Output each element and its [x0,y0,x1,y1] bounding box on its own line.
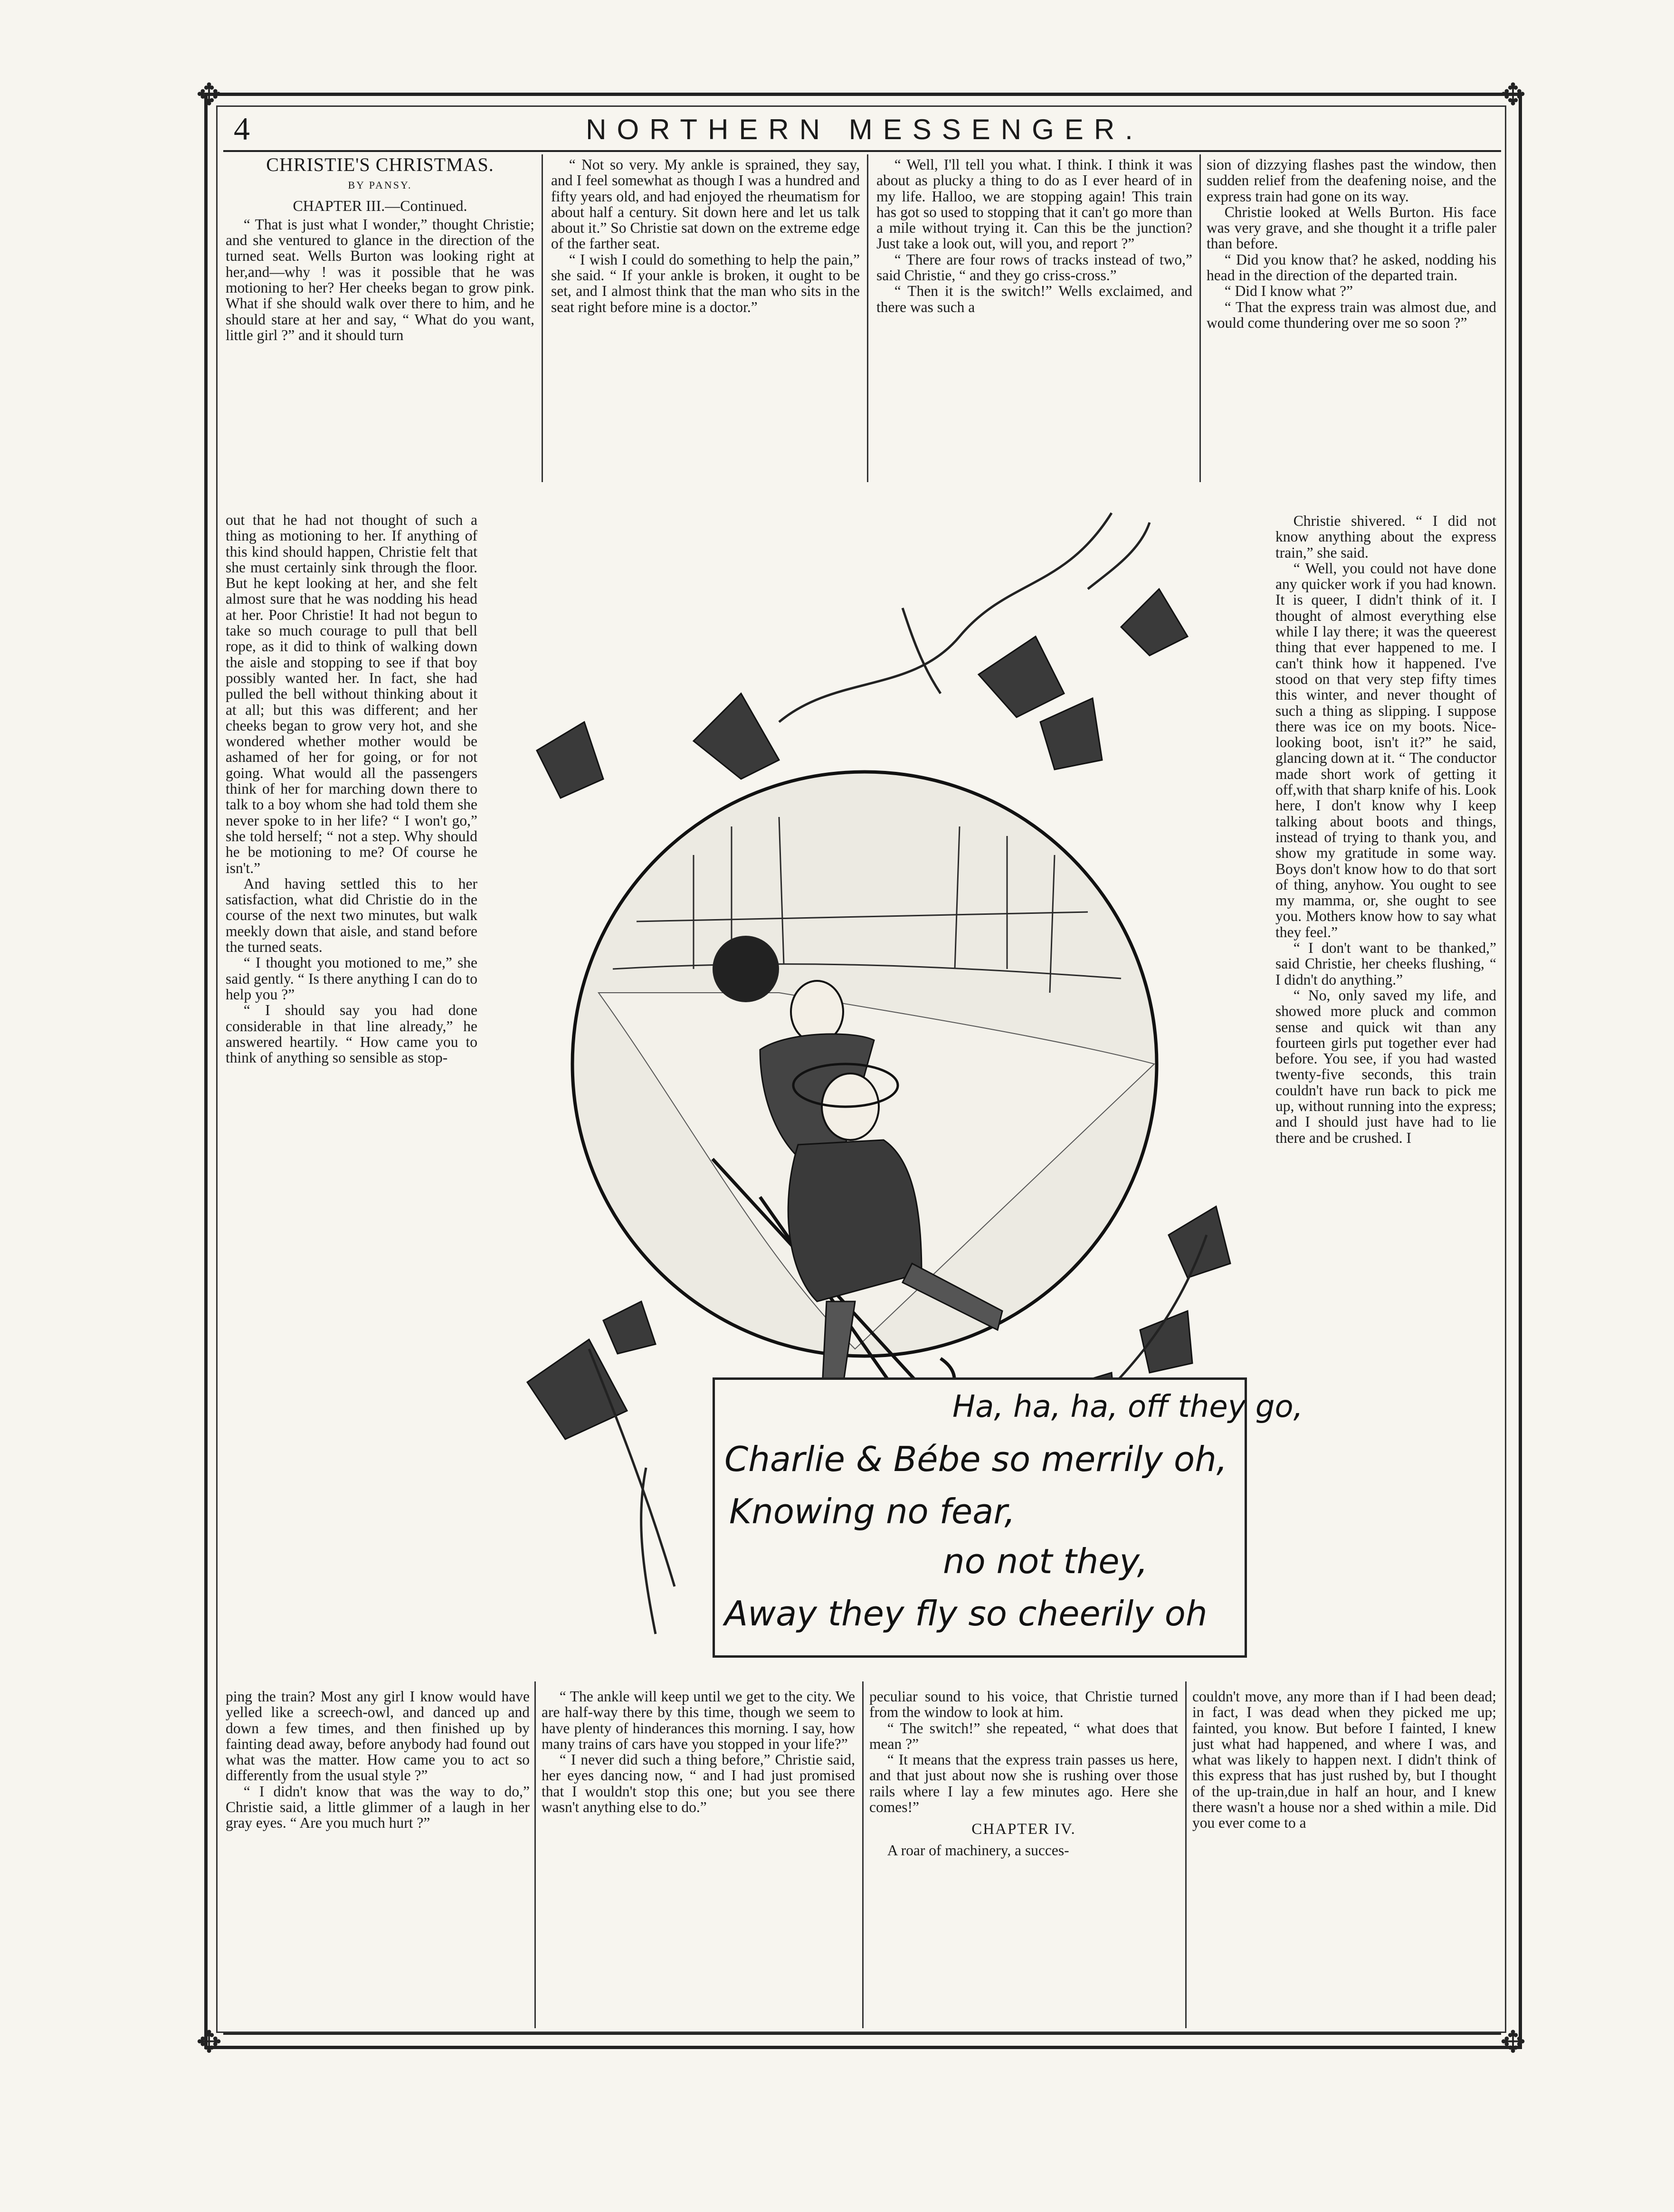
paragraph: “ Well, I'll tell you what. I think. I think it was about as plucky a thing to do as I ever heard of in my life. Halloo, we are stopping again! This train has got so used to stopping that it can't go more than a mile without trying it. Can this be the junction? Just take a look out, will you, and report ?” [876,156,1192,252]
column-divider [1199,154,1201,482]
chapter-heading: CHAPTER III.—Continued. [293,197,467,214]
column-4-top [1207,157,1496,331]
paragraph: couldn't move, any more than if I had been dead; in fact, I was dead when they picked me up; fainted, you know. But before I fainted, I knew just what had happened, and where I was, and what was likely to happen next. I didn't think of this express that has just rushed by, but I thought of the up-train,due in half an hour, and I knew there wasn't a house nor a shed within a mile. Did you ever come to a [1192,1688,1496,1832]
paragraph: “ I didn't know that was the way to do,” Christie said, a little glimmer of a laugh in her gray eyes. “ Are you much hurt ?” [226,1783,530,1832]
paragraph: sion of dizzying flashes past the window, then sudden relief from the deafening noise, and the express train had gone on its way. [1207,156,1496,205]
paragraph: “ It means that the express train passes us here, and that just about now she is rushing over those rails where I lay a few minutes ago. Here she comes!” [869,1751,1178,1816]
paragraph: “ The ankle will keep until we get to the city. We are half-way there by this time, though we seem to have plenty of hinderances this morning. I say, how many trains of cars have you stopped in your life?” [542,1688,855,1752]
paragraph: “ I never did such a thing before,” Christie said, her eyes dancing now, “ and I had just promised that I wouldn't stop this one; but you see there wasn't anything else to do.” [542,1751,855,1816]
caption-line-3: Knowing no fear, [729,1491,1016,1531]
paragraph: “ I thought you motioned to me,” she said gently. “ Is there anything I can do to help you ?” [226,954,477,1003]
paragraph: “ That the express train was almost due, and would come thundering over me so soon ?” [1207,298,1496,331]
paragraph: out that he had not thought of such a thing as motioning to her. If anything of this kind should happen, Christie felt that she must certainly sink through the floor. But he kept looking at her, and she felt almost sure that he was nodding his head at her. Poor Christie! It had not begun to take so much courage to pull that bell rope, as it did to think of walking down the aisle and stopping to see if that boy possibly wanted her. In fact, she had pulled the bell without thinking about it at all; but this was different; and her cheeks began to grow very hot, and she wondered whether mother would be ashamed of her for going, or for not going. What would all the passengers think of her for marching down there to talk to a boy whom she had told them she never spoke to in her life? “ I won't go,” she told herself; “ not a step. Why should he be motioning to me? Of course he isn't.” [226,512,477,876]
paragraph: A roar of machinery, a succes- [887,1842,1069,1859]
column-1-bottom [226,1689,530,1831]
column-divider [534,1681,536,2028]
paragraph: “ I don't want to be thanked,” said Christie, her cheeks flushing, “ I didn't do anything.” [1275,940,1496,988]
column-3-top [876,157,1192,315]
caption-line-1: Ha, ha, ha, off they go, [952,1389,1303,1424]
paragraph: “ No, only saved my life, and showed more pluck and common sense and quick wit than any fourteen girls put together ever had before. You see, if you had wasted twenty-five seconds, this train couldn't have run back to pick me up, without running into the express; and I should just have had to lie there and be crushed. I [1275,987,1496,1146]
paragraph: Christie shivered. “ I did not know anything about the express train,” she said. [1275,513,1496,561]
chapter-heading: CHAPTER IV. [971,1821,1076,1838]
paragraph: “ Did you know that? he asked, nodding his head in the direction of the departed train. [1207,251,1496,284]
paragraph: “ Then it is the switch!” Wells exclaimed, and there was such a [876,283,1192,315]
page-number: 4 [234,111,250,147]
story-title: CHRISTIE'S CHRISTMAS. [266,154,494,175]
column-4-bottom [1192,1689,1496,1831]
corner-ornament-icon: ✥ [1500,78,1526,112]
column-divider [1185,1681,1187,2028]
column-3-bottom [869,1689,1178,1858]
paragraph: “ There are four rows of tracks instead of two,” said Christie, “ and they go criss-cross.” [876,251,1192,284]
paragraph: “ Did I know what ?” [1224,283,1353,300]
paragraph: “ That is just what I wonder,” thought Christie; and she ventured to glance in the direction of the turned seat. Wells Burton was looking right at her,and—why ! was it possible that he was motioning to her? Her cheeks began to grow pink. What if she should walk over there to him, and he should stare at her and say, “ What do you want, little girl ?” and it should turn [226,216,534,343]
caption-line-2: Charlie & Bébe so merrily oh, [724,1439,1227,1479]
paragraph: “ Well, you could not have done any quicker work if you had known. It is queer, I didn't think of it. I thought of almost everything else while I lay there; it was the queerest thing that ever happened to me. I can't think how it happened. I've stood on that very step fifty times this winter, and never thought of such a thing as slipping. I suppose there was ice on my boots. Nice-looking boot, isn't it?” he said, glancing down at it. “ The conductor made short work of getting it off,with that sharp knife of his. Look here, I don't know why I keep talking about boots and things, instead of trying to thank you, and show my gratitude in some way. Boys don't know how to do that sort of thing, anyhow. You ought to see my mamma, or, she ought to see you. Mothers know how to say what they feel.” [1275,560,1496,940]
header-rule [223,150,1501,152]
paragraph: And having settled this to her satisfaction, what did Christie do in the course of the next two minutes, but walk meekly down that aisle, and stand before the turned seats. [226,875,477,956]
column-divider [542,154,543,482]
paragraph: peculiar sound to his voice, that Christie turned from the window to look at him. [869,1688,1178,1721]
column-4-narrow [1275,513,1496,1146]
paragraph: “ I wish I could do something to help the pain,” she said. “ If your ankle is broken, it ought to be set, and I almost think that the man who sits in the seat right before mine is a doctor.” [551,251,860,315]
masthead: NORTHERN MESSENGER. [586,114,1143,145]
column-1-top [226,154,534,343]
column-divider [867,154,868,482]
caption-line-5: Away they fly so cheerily oh [724,1594,1208,1633]
paragraph: ping the train? Most any girl I know would have yelled like a screech-owl, and danced up and down a few times, and then finished up by fainting dead away, before anybody had found out what was the matter. How came you to act so differently from the usual style ?” [226,1688,530,1784]
caption-line-4: no not they, [943,1541,1148,1581]
column-2-top [551,157,860,315]
paragraph: “ The switch!” she repeated, “ what does that mean ?” [869,1719,1178,1752]
illustration-caption-box [713,1377,1303,1658]
paragraph: “ Not so very. My ankle is sprained, they say, and I feel somewhat as though I was a hundred and fifty years old, and had enjoyed the rheumatism for about half a century. Sit down here and let us talk about it.” So Christie sat down on the extreme edge of the farther seat. [551,156,860,252]
paragraph: Christie looked at Wells Burton. His face was very grave, and she thought it a trifle paler than before. [1207,203,1496,252]
corner-ornament-icon: ✥ [196,2025,222,2059]
column-divider [862,1681,864,2028]
corner-ornament-icon: ✥ [196,78,222,112]
story-byline: BY PANSY. [348,179,412,191]
page-header [228,110,1501,147]
footer-rule [223,2033,1501,2035]
column-1-narrow [226,512,477,1065]
corner-ornament-icon: ✥ [1500,2025,1526,2059]
paragraph: “ I should say you had done considerable in that line already,” he answered heartily. “ How came you to think of anything so sensible as stop- [226,1002,477,1066]
column-2-bottom [542,1689,855,1815]
